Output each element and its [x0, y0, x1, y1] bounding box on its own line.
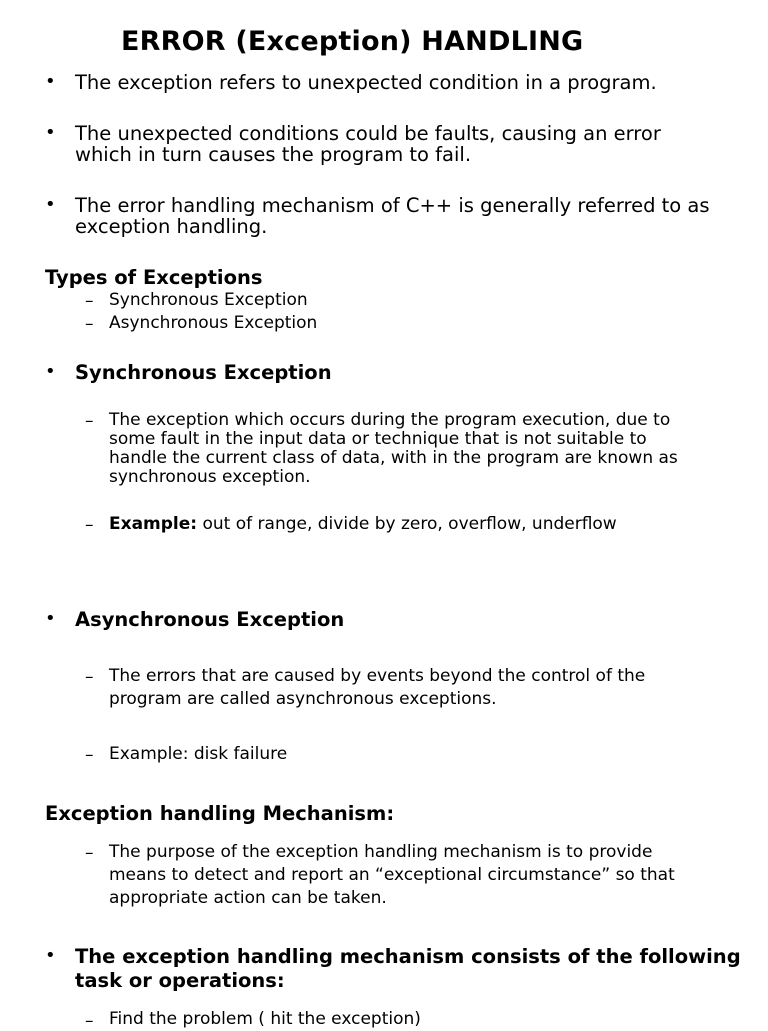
- paragraph-line: handle the current class of data, with in the program are known as: [109, 448, 678, 468]
- paragraph-line: The errors that are caused by events beyond the control of the: [109, 666, 646, 686]
- bullet-text: The unexpected conditions could be faults, causing an error: [75, 122, 661, 145]
- dash-marker: –: [85, 843, 94, 863]
- section-heading-tasks: The exception handling mechanism consists of the following: [75, 945, 741, 968]
- paragraph-line: The purpose of the exception handling mechanism is to provide: [109, 842, 653, 862]
- dash-marker: –: [85, 411, 94, 431]
- bullet-marker: •: [45, 122, 56, 143]
- paragraph-line: synchronous exception.: [109, 467, 311, 487]
- list-item: Synchronous Exception: [109, 290, 308, 310]
- list-item: Asynchronous Exception: [109, 313, 318, 333]
- dash-marker: –: [85, 667, 94, 687]
- example-line: [109, 515, 617, 534]
- bullet-marker: •: [45, 608, 56, 629]
- page-title: ERROR (Exception) HANDLING: [121, 26, 584, 57]
- section-heading-mechanism: Exception handling Mechanism:: [45, 802, 395, 825]
- bullet-marker: •: [45, 945, 56, 966]
- dash-marker: –: [85, 314, 94, 334]
- paragraph-line: means to detect and report an “exceptional circumstance” so that: [109, 865, 675, 885]
- paragraph-line: appropriate action can be taken.: [109, 888, 387, 908]
- bullet-marker: •: [45, 71, 56, 92]
- bullet-marker: •: [45, 361, 56, 382]
- bullet-text: The exception refers to unexpected condition in a program.: [75, 71, 657, 94]
- paragraph-line: The exception which occurs during the program execution, due to: [109, 410, 671, 430]
- dash-marker: –: [85, 515, 94, 535]
- bullet-text: exception handling.: [75, 215, 268, 238]
- example-text: out of range, divide by zero, overflow, underflow: [197, 514, 617, 534]
- section-heading-asynchronous: Asynchronous Exception: [75, 608, 345, 631]
- section-heading-types: Types of Exceptions: [45, 266, 263, 289]
- bullet-text: which in turn causes the program to fail.: [75, 143, 472, 166]
- list-item: Find the problem ( hit the exception): [109, 1009, 421, 1029]
- dash-marker: –: [85, 745, 94, 765]
- section-heading-tasks: task or operations:: [75, 969, 285, 992]
- paragraph-line: some fault in the input data or technique that is not suitable to: [109, 429, 647, 449]
- example-label: Example:: [109, 514, 198, 534]
- bullet-text: The error handling mechanism of C++ is generally referred to as: [75, 194, 710, 217]
- paragraph-line: program are called asynchronous exceptions.: [109, 689, 497, 709]
- section-heading-synchronous: Synchronous Exception: [75, 361, 332, 384]
- bullet-marker: •: [45, 194, 56, 215]
- dash-marker: –: [85, 291, 94, 311]
- example-line: Example: disk failure: [109, 744, 288, 764]
- dash-marker: –: [85, 1011, 94, 1031]
